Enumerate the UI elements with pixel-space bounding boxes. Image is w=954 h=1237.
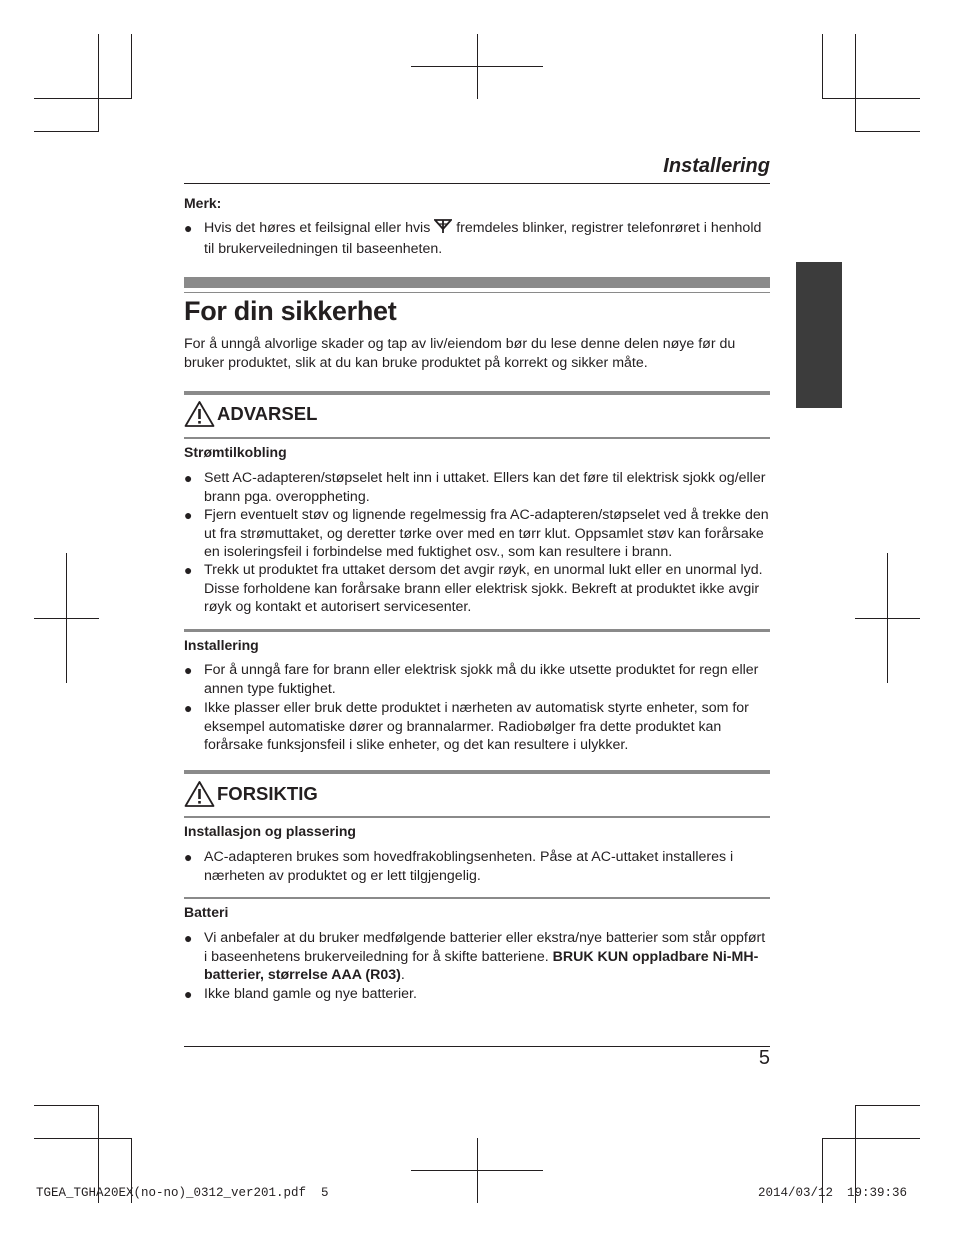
bullet-dot: ●	[184, 662, 193, 678]
antenna-signal-icon	[434, 219, 452, 240]
note-label: Merk:	[184, 195, 222, 211]
caution-label: FORSIKTIG	[217, 783, 318, 804]
warning-triangle-icon	[184, 780, 215, 808]
section-header-title: Installering	[663, 155, 770, 177]
bullet-dot: ●	[184, 507, 193, 523]
bullet-dot: ●	[184, 220, 193, 236]
intro-text: For å unngå alvorlige skader og tap av liv/eiendom bør du lese denne delen nøye før du bruker produktet, slik at du kan bruke produktet på korrekt og sikker måte.	[184, 336, 736, 371]
battery-heading: Batteri	[184, 904, 229, 920]
subsection-rule	[184, 629, 770, 632]
section-rule	[184, 292, 770, 293]
chapter-side-tab	[796, 262, 842, 408]
caution-bar	[184, 770, 770, 774]
footer-time: 19:39:36	[847, 1186, 908, 1200]
bullet-dot: ●	[184, 700, 193, 716]
caution-rule	[184, 816, 770, 818]
page-number: 5	[758, 1047, 770, 1069]
warning-triangle-icon	[184, 400, 215, 428]
bullet-dot: ●	[184, 930, 193, 946]
header-rule	[184, 183, 770, 184]
subsection-rule	[184, 897, 770, 899]
section-bar	[184, 277, 770, 288]
placement-heading: Installasjon og plassering	[184, 823, 356, 839]
footer-rule	[184, 1046, 770, 1047]
bullet-dot: ●	[184, 849, 193, 865]
warning-rule	[184, 437, 770, 439]
footer-date: 2014/03/12	[758, 1186, 834, 1200]
caution-heading	[184, 779, 318, 809]
note-bullet-text: Hvis det høres et feilsignal eller hvis fremdeles blinker, registrer telefonrøret i henhold til brukerveiledningen til baseenheten.	[204, 220, 762, 257]
page-title: For din sikkerhet	[184, 296, 397, 326]
footer-file-page: 5	[321, 1186, 329, 1200]
footer-filename: TGEA_TGHA20EX(no-no)_0312_ver201.pdf	[36, 1186, 307, 1200]
bullet-dot: ●	[184, 470, 193, 486]
warning-heading	[184, 399, 317, 429]
warning-bar	[184, 391, 770, 395]
power-heading: Strømtilkobling	[184, 444, 287, 460]
warning-label: ADVARSEL	[217, 403, 318, 424]
installation-heading: Installering	[184, 637, 259, 653]
bullet-dot: ●	[184, 986, 193, 1002]
bullet-dot: ●	[184, 562, 193, 578]
